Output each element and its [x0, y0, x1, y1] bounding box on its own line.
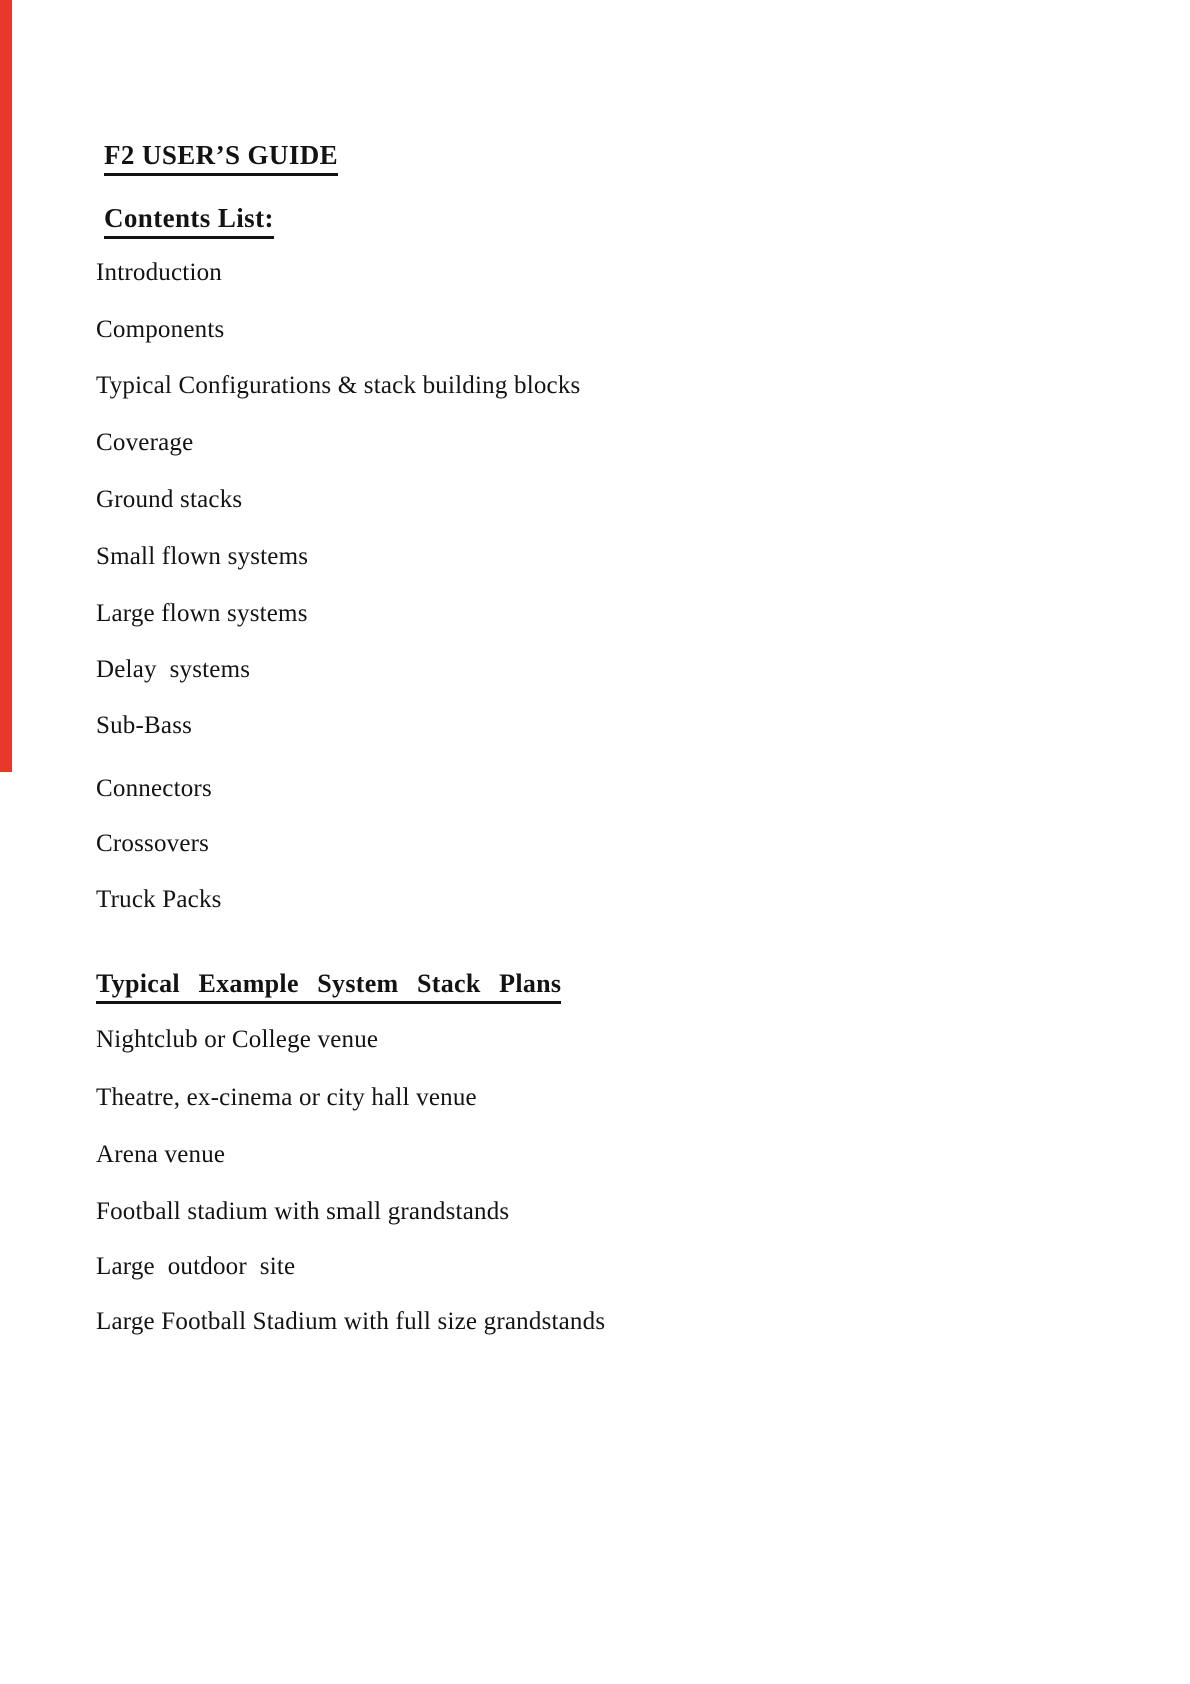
- contents-item-typical-configurations: Typical Configurations & stack building blocks: [96, 372, 581, 399]
- plan-item-football-stadium-small-grandstands: Football stadium with small grandstands: [96, 1198, 510, 1225]
- contents-item-truck-packs: Truck Packs: [96, 886, 222, 913]
- contents-item-crossovers: Crossovers: [96, 830, 210, 857]
- plan-item-nightclub-college-venue: Nightclub or College venue: [96, 1026, 379, 1053]
- contents-item-sub-bass: Sub-Bass: [96, 712, 193, 739]
- contents-item-connectors: Connectors: [96, 775, 212, 802]
- contents-item-coverage: Coverage: [96, 429, 194, 456]
- plan-item-large-outdoor-site: Large outdoor site: [96, 1253, 296, 1280]
- contents-list-heading: Contents List:: [104, 203, 274, 239]
- plan-item-arena-venue: Arena venue: [96, 1141, 226, 1168]
- plan-item-theatre-cinema-cityhall-venue: Theatre, ex-cinema or city hall venue: [96, 1084, 477, 1111]
- contents-item-large-flown-systems: Large flown systems: [96, 600, 308, 627]
- contents-item-small-flown-systems: Small flown systems: [96, 543, 309, 570]
- stack-plans-section-heading: Typical Example System Stack Plans: [96, 969, 561, 1004]
- contents-item-introduction: Introduction: [96, 259, 222, 286]
- contents-item-delay-systems: Delay systems: [96, 656, 251, 683]
- contents-item-components: Components: [96, 316, 225, 343]
- red-edge-accent-bar: [0, 0, 12, 772]
- document-title: F2 USER’S GUIDE: [104, 140, 338, 176]
- contents-item-ground-stacks: Ground stacks: [96, 486, 243, 513]
- plan-item-large-football-stadium-full-grandstands: Large Football Stadium with full size grandstands: [96, 1308, 606, 1335]
